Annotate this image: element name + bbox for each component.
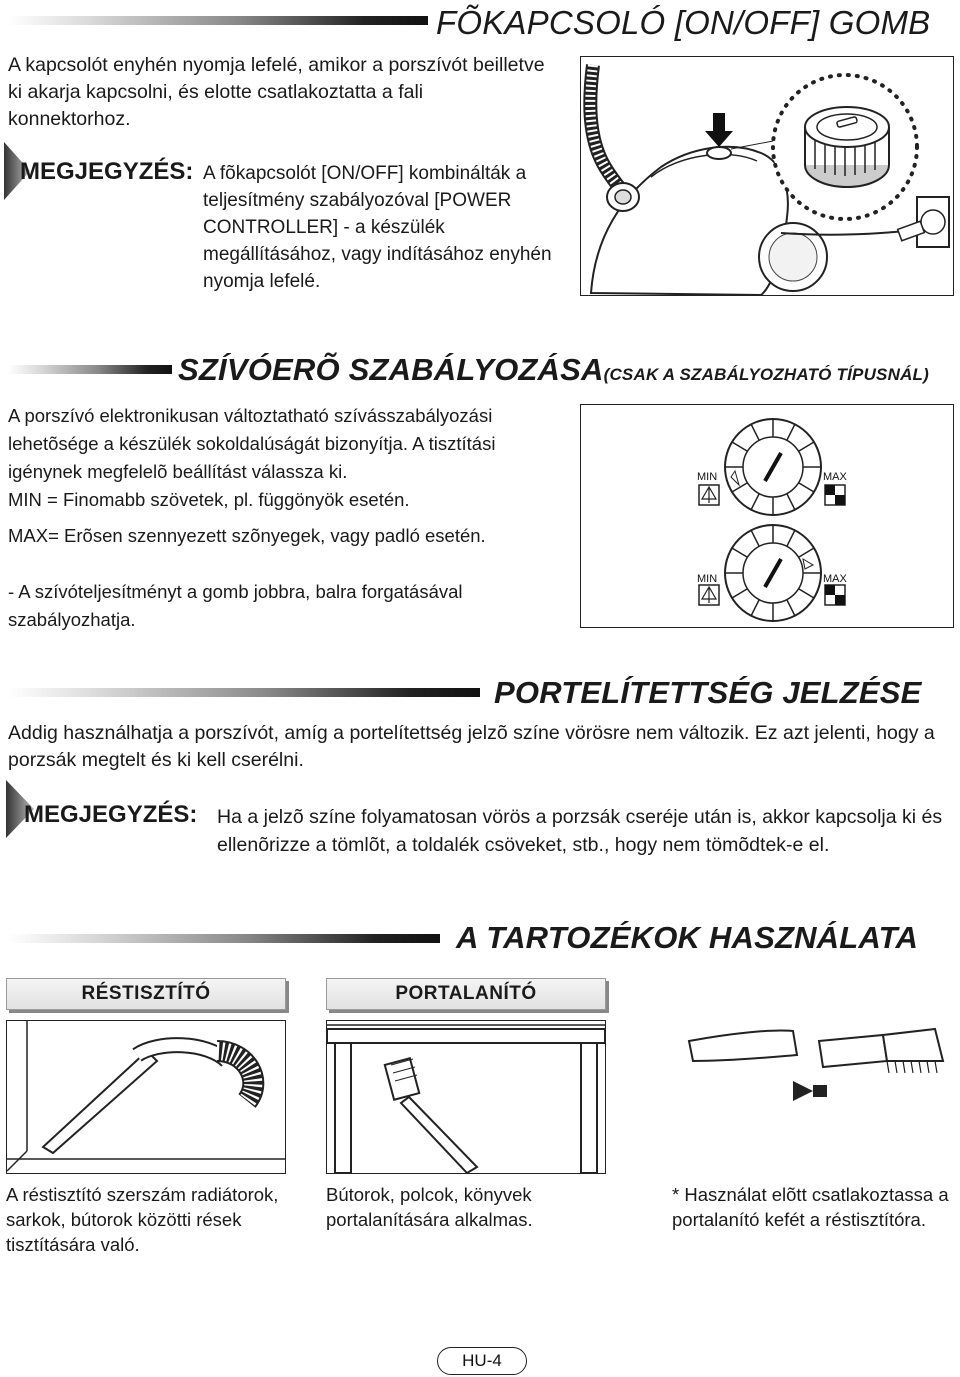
dusting-brush-caption: Bútorok, polcok, könyvek portalanítására alkalmas. xyxy=(326,1184,533,1230)
suction-max-line xyxy=(8,522,568,549)
section-heading-suction-control xyxy=(178,352,929,388)
brush-attach-caption: * Használat elõtt csatlakoztassa a portalanító kefét a réstisztítóra. xyxy=(672,1184,949,1230)
min-label: MIN = xyxy=(8,489,58,510)
max-text: Erõsen szennyezett szõnyegek, vagy padló esetén. xyxy=(64,525,486,546)
note-label: MEGJEGYZÉS: xyxy=(20,158,194,185)
section-heading-power-switch: FÕKAPCSOLÓ [ON/OFF] GOMB xyxy=(436,4,931,41)
brush-attach-illustration xyxy=(673,1021,955,1173)
brush-attach-illustration-frame xyxy=(672,1020,956,1174)
crevice-tool-illustration xyxy=(7,1021,285,1173)
suction-heading-suffix: (CSAK A SZABÁLYOZHATÓ TÍPUSNÁL) xyxy=(603,365,929,384)
dial-min-label: MIN xyxy=(697,573,718,585)
heading-bar xyxy=(8,16,428,25)
dust-indicator-intro: Addig használhatja a porszívót, amíg a portelítettség jelzõ színe vörösre nem változik. Ez azt jelenti, hogy a porzsák megtelt és ki kell cserélni. xyxy=(8,722,935,771)
power-switch-intro: A kapcsolót enyhén nyomja lefelé, amikor a porszívót beilletve ki akarja kapcsolni, és elotte csatlakoztatta a fali konnektorhoz. xyxy=(8,54,545,130)
power-dial-top xyxy=(581,405,953,627)
min-curtain-icon xyxy=(699,485,719,505)
vacuum-illustration-frame xyxy=(580,56,954,296)
section-heading-accessories: A TARTOZÉKOK HASZNÁLATA xyxy=(456,920,919,955)
suction-intro: A porszívó elektronikusan változtatható szívásszabályozási lehetõsége a készülék sokoldalúságát bizonyítja. A tisztítási igénynek megfelelõ beállítást válassza ki. xyxy=(8,405,496,482)
section-heading-dust-indicator: PORTELÍTETTSÉG JELZÉSE xyxy=(494,675,922,710)
crevice-tool-caption: A réstisztító szerszám radiátorok, sarkok, bútorok közötti rések tisztítására való. xyxy=(6,1184,279,1255)
dusting-brush-illustration-frame xyxy=(326,1020,606,1174)
dial-max-label: MAX xyxy=(823,573,847,585)
max-carpet-icon xyxy=(825,585,845,605)
max-carpet-icon xyxy=(825,485,845,505)
suction-min-line xyxy=(8,486,568,513)
heading-bar xyxy=(8,365,172,374)
tab-dusting-brush: PORTALANÍTÓ xyxy=(326,978,606,1010)
heading-bar xyxy=(8,688,480,697)
page-number: HU-4 xyxy=(437,1347,527,1375)
suction-rotate-note: - A szívóteljesítményt a gomb jobbra, balra forgatásával szabályozhatja. xyxy=(8,581,463,630)
dusting-brush-illustration xyxy=(327,1021,605,1173)
max-label: MAX= xyxy=(8,525,59,546)
min-text: Finomabb szövetek, pl. függönyök esetén. xyxy=(63,489,410,510)
heading-bar xyxy=(8,934,440,943)
dial-min-label: MIN xyxy=(697,471,718,483)
dial-max-label: MAX xyxy=(823,471,847,483)
note-label: MEGJEGYZÉS: xyxy=(24,801,198,828)
vacuum-cleaner-illustration xyxy=(581,57,953,295)
power-dial-illustration-frame xyxy=(580,404,954,628)
note-text: Ha a jelzõ színe folyamatosan vörös a porzsák cseréje után is, akkor kapcsolja ki és ellenõrizze a tömlõt, a toldalék csöveket, stb., hogy nem tömõdtek-e el. xyxy=(217,806,943,856)
tab-crevice-tool: RÉSTISZTÍTÓ xyxy=(6,978,286,1010)
suction-heading-main: SZÍVÓERÕ SZABÁLYOZÁSA xyxy=(178,352,604,387)
crevice-tool-illustration-frame xyxy=(6,1020,286,1174)
note-text: A fõkapcsolót [ON/OFF] kombinálták a teljesítmény szabályozóval [POWER CONTROLLER] - a készülék megállításához, vagy indításához enyhén nyomja lefelé. xyxy=(203,163,552,292)
min-curtain-icon xyxy=(699,585,719,605)
